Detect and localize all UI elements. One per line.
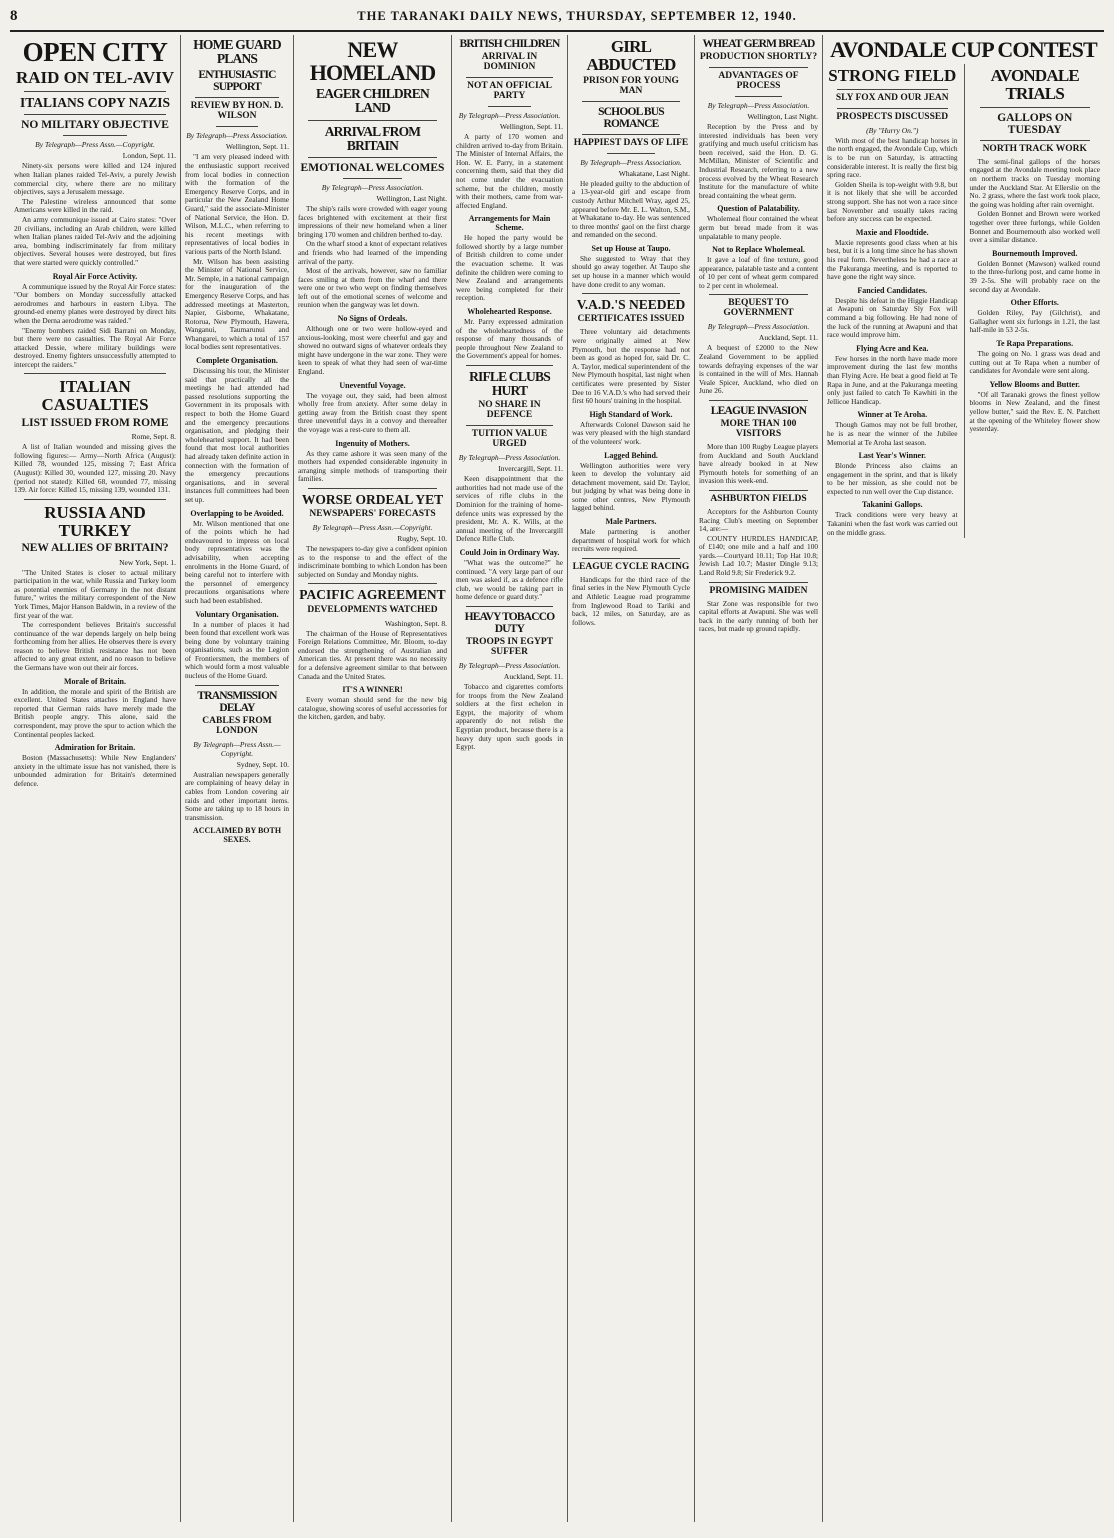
headline-league-invasion: LEAGUE INVASION — [710, 404, 807, 417]
article-paragraph: Keen disappointment that the authorities had not made use of the services of rifle clubs in the Dominion for the training of home-defence units was expressed by the president, Mr. A. K. Wills, at the annual meeting of the Invercargill Defence Rifle Club. — [456, 474, 563, 544]
subheadline-no-share: NO SHARE IN DEFENCE — [478, 400, 541, 421]
divider — [195, 685, 279, 686]
section-subhead: No Signs of Ordeals. — [337, 314, 408, 324]
article-paragraph: Acceptors for the Ashburton County Racing Club's meeting on September 14, are:— — [699, 506, 818, 534]
avondale-right-column — [964, 64, 1101, 538]
article-paragraph: A list of Italian wounded and missing gives the following figures:— Army—North Africa (August): Killed 78, wounded 125, missing 7; East Africa (August): Killed 30, wounded 127, missing 20. Navy (period not stated): Killed 68, wounded 77, missing 139. Air force: Killed 15, missing 139, wounded 131. — [14, 442, 176, 495]
headline-avondale-cup: AVONDALE CUP CONTEST — [830, 37, 1097, 62]
article-paragraph: He hoped the party would be followed shortly by a large number of British children to come under the evacuation scheme. It was definite the children were coming to New Zealand and arrangements were being completed for their reception. — [456, 233, 563, 303]
section-subhead: Not to Replace Wholemeal. — [712, 245, 805, 255]
subheadline-prospects: PROSPECTS DISCUSSED — [836, 111, 949, 122]
subheadline-enthusiastic: ENTHUSIASTIC SUPPORT — [198, 69, 276, 94]
headline-strong-field: STRONG FIELD — [828, 66, 957, 86]
divider — [466, 365, 553, 366]
subheadline-newspapers: NEWSPAPERS' FORECASTS — [309, 509, 436, 520]
section-subhead: Ingenuity of Mothers. — [335, 438, 410, 448]
newspaper-page — [10, 8, 1104, 1522]
dateline: Wellington, Sept. 11. — [499, 121, 563, 131]
section-subhead: Voluntary Organisation. — [195, 609, 279, 619]
divider — [582, 134, 680, 135]
divider — [582, 101, 680, 102]
article-paragraph: "I am very pleased indeed with the enthusiastic support received from local bodies in connection with the formation of the Emergency Reserve Corps, and in particular the New Zealand Home Guard," said the associate-Minister of National Service, the Hon. D. Wilson, M.L.C., when referring to his recent meetings with representatives of local bodies in various parts of the North Island. — [185, 152, 289, 256]
article-paragraph: As they came ashore it was seen many of the mothers had expended considerable ingenuity in arranging simple methods of transporting their families. — [298, 448, 447, 484]
advertisement-text: Every woman should send for the new big catalogue, showing scores of useful accessories for the kitchen, garden, and baby. — [298, 695, 447, 722]
article-paragraph: Boston (Massachusetts): While New Englanders' anxiety in the ultimate issue has not vanished, there is unbounded admiration for Britain's determined defence. — [14, 753, 176, 789]
article-paragraph: Australian newspapers generally are complaining of heavy delay in cables from London covering air raids and other important items. Some are taking up to 18 hours in transmission. — [185, 769, 289, 822]
section-subhead: Arrangements for Main Scheme. — [468, 214, 551, 233]
headline-open-city: OPEN CITY — [22, 37, 168, 67]
subheadline-production: PRODUCTION SHORTLY? — [699, 52, 818, 63]
headline-italian-casualties: ITALIAN CASUALTIES — [41, 377, 149, 415]
article-paragraph: COUNTY HURDLES HANDICAP, of £140; one mile and a half and 100 yards.—Courtyard 10.11; Top Hat 10.8; Jewish Lad 10.7; Master Dingle 9.13; Land Rold 9.8; Sir Frederick 9.2. — [699, 533, 818, 578]
byline: By Telegraph—Press Association. — [458, 110, 561, 120]
article-paragraph: Few horses in the north have made more improvement during the last few months than Flying Acre. He beat a good field at Te Rapa in June, and at the Pakuranga meeting only just failed to catch Te Kawhiti in the Jellicoe Handicap. — [827, 353, 958, 406]
subheadline-no-military: NO MILITARY OBJECTIVE — [21, 119, 169, 132]
divider — [582, 293, 680, 294]
article-paragraph: Golden Bonnet (Mawson) walked round to the three-furlong post, and came home in 39 2-5s. She will probably race on the second day at Avondale. — [969, 258, 1100, 294]
divider — [466, 77, 553, 78]
section-subhead: Maxie and Floodtide. — [855, 227, 929, 237]
dateline: Sydney, Sept. 10. — [236, 759, 289, 769]
divider — [24, 373, 166, 374]
dateline: Wellington, Sept. 11. — [225, 142, 289, 152]
column-2 — [180, 35, 293, 1522]
headline-pacific-agreement: PACIFIC AGREEMENT — [299, 587, 446, 603]
dateline: Rugby, Sept. 10. — [397, 534, 447, 544]
section-subhead: Flying Acre and Kea. — [856, 343, 929, 353]
article-paragraph: "The United States is closer to actual military participation in the war, while Russia and Turkey loom as potential enemies of Germany in the not distant future," writes the military correspondent of the New York Times, Major Hanson Baldwin, in a review of the first year of the war. — [14, 567, 176, 620]
column-4 — [451, 35, 567, 1522]
divider — [709, 400, 808, 401]
article-paragraph: Maxie represents good class when at his best, but it is a long time since he has shown his real form. Nevertheless he had a race at the Pakuranga meeting, and is reported to have gone the right way since. — [827, 237, 958, 282]
divider — [582, 558, 680, 559]
divider — [980, 107, 1091, 108]
article-paragraph: Mr. Parry expressed admiration of the wholeheartedness of the response of many thousands of people throughout New Zealand to the Government's appeal for homes. — [456, 317, 563, 361]
article-paragraph: A bequest of £2000 to the New Zealand Government to be applied towards defraying expenses of the war is contained in the will of Mrs. Hannah Veale Spicer, Auckland, who died on June 26. — [699, 343, 818, 396]
article-paragraph: The chairman of the House of Representatives Foreign Relations Committee, Mr. Bloom, to-day endorsed the strengthening of Australian and American ties. At present there was no necessity for a defensive agreement similar to that between Canada and the United States. — [298, 628, 447, 681]
section-subhead: Te Rapa Preparations. — [996, 338, 1074, 348]
article-paragraph: Though Gamos may not be full brother, he is as near the winner of the Jubilee Memorial at Te Aroha last season. — [827, 420, 958, 447]
section-subhead: Could Join in Ordinary Way. — [459, 547, 560, 557]
article-paragraph: Male partnering is another department of hospital work for which recruits were required. — [572, 527, 690, 554]
article-paragraph: Reception by the Press and by interested individuals has been very gratifying and much useful criticism has been received, said the Hon. D. G. McMillan, Minister of Scientific and Industrial Research, referring to a new process evolved by the Wheat Research Institute for the manufacture of white bread containing the wheat germ. — [699, 121, 818, 200]
page-number: 8 — [10, 8, 18, 24]
divider — [709, 67, 808, 68]
section-subhead: Overlapping to be Avoided. — [190, 508, 284, 518]
subheadline-list-rome: LIST ISSUED FROM ROME — [21, 417, 169, 430]
section-subhead: Last Year's Winner. — [858, 451, 926, 461]
subheadline-review: REVIEW BY HON. D. WILSON — [190, 101, 284, 122]
dateline: New York, Sept. 1. — [119, 557, 176, 567]
section-subhead: Bournemouth Improved. — [992, 248, 1078, 258]
byline: (By "Hurry On.") — [866, 125, 919, 135]
headline-new-homeland: NEW HOMELAND — [309, 37, 436, 86]
headline-ashburton: ASHBURTON FIELDS — [710, 493, 807, 504]
article-paragraph: Most of the arrivals, however, saw no familiar faces smiling at them from the wharf and there were one or two who wept on finding themselves left out of the emotional scenes of welcome and reunion when the gangway was let down. — [298, 266, 447, 310]
advertisement-heading: ACCLAIMED BY BOTH SEXES. — [192, 826, 282, 845]
dateline: London, Sept. 11. — [122, 151, 176, 161]
headline-raid-tel-aviv: RAID ON TEL-AVIV — [15, 68, 175, 88]
avondale-left-column — [827, 64, 958, 538]
column-5 — [567, 35, 694, 1522]
section-subhead: High Standard of Work. — [589, 409, 673, 419]
subheadline-gallops: GALLOPS ON TUESDAY — [997, 111, 1073, 136]
article-paragraph: He pleaded guilty to the abduction of a 13-year-old girl and escape from custody Arthur Mitchell Wray, aged 25, appeared before Mr. E. L. Walton, S.M., at Whakatane to-day. He was sentenced to three months' gaol on the first charge and remanded on the second. — [572, 178, 690, 240]
dateline: Auckland, Sept. 11. — [758, 333, 818, 343]
headline-russia-turkey: RUSSIA AND TURKEY — [44, 502, 146, 540]
article-paragraph: In addition, the morale and spirit of the British are excellent. United States attaches in England have reported that German raids have merely made the British people angry. This alone, said the correspondent, may prove the spur to action which the Continental peoples lacked. — [14, 686, 176, 739]
masthead-title: THE TARANAKI DAILY NEWS, THURSDAY, SEPTEMBER 12, 1940. — [357, 9, 797, 23]
article-paragraph: The newspapers to-day give a confident opinion as to the response to and the effect of the indiscriminate bombing to which London has been subjected on Sunday and Monday nights. — [298, 544, 447, 579]
article-paragraph: The Palestine wireless announced that some Americans were killed in the raid. — [14, 196, 176, 215]
subheadline-school-bus: SCHOOL BUS ROMANCE — [598, 105, 664, 130]
byline: By Telegraph—Press Association. — [580, 157, 682, 167]
headline-home-guard: HOME GUARD PLANS — [193, 37, 281, 67]
article-paragraph: In a number of places it had been found that excellent work was being done by voluntary training organisations, such as the Legion of Frontiersmen, the members of which would form a most valuable nucleus of the Home Guard. — [185, 619, 289, 681]
article-paragraph: The going on No. 1 grass was dead and cutting out at Te Rapa when a number of candidates for Avondale were sent along. — [969, 348, 1100, 376]
dateline: Auckland, Sept. 11. — [503, 672, 563, 681]
article-paragraph: An army communique issued at Cairo states: "Over 20 civilians, including an Arab children, were killed when Italian planes raided Tel-Aviv and the adjoining area, bombing indiscriminately far from military objectives. Several houses were destroyed, but fires that were started were quickly controlled." — [14, 214, 176, 267]
subheadline-prison: PRISON FOR YOUNG MAN — [583, 75, 679, 96]
masthead — [10, 8, 1104, 32]
article-paragraph: Golden Bonnet and Brown were worked together over three furlongs, while Golden Bonnet and Bournemouth also worked well over a similar distance. — [969, 209, 1100, 245]
subheadline-new-allies: NEW ALLIES OF BRITAIN? — [21, 542, 169, 555]
subheadline-cables: CABLES FROM LONDON — [202, 715, 272, 736]
article-paragraph: Despite his defeat in the Higgie Handicap at Awapuni on Saturday Sly Fox will command a big following. He had none of the luck of the running at Awapuni and that race would improve him. — [827, 295, 958, 340]
subheadline-certificates: CERTIFICATES ISSUED — [577, 314, 685, 325]
article-paragraph: With most of the best handicap horses in the north engaged, the Avondale Cup, which is to be run on Saturday, is attracting considerable interest. It is really the first big spring race. — [827, 135, 958, 180]
article-paragraph: On the wharf stood a knot of expectant relatives and friends who had learned of the impending arrival of the party. — [298, 239, 447, 266]
subheadline-advantages: ADVANTAGES OF PROCESS — [718, 71, 799, 91]
headline-rifle-clubs: RIFLE CLUBS HURT — [469, 369, 550, 399]
divider — [837, 89, 948, 90]
section-subhead: Male Partners. — [605, 517, 657, 527]
subheadline-not-official: NOT AN OFFICIAL PARTY — [467, 81, 552, 101]
headline-wheat-germ: WHEAT GERM BREAD — [702, 38, 815, 50]
subheadline-visitors: MORE THAN 100 VISITORS — [720, 419, 797, 439]
article-paragraph: Ninety-six persons were killed and 124 injured when Italian planes raided Tel-Aviv, a purely Jewish commercial city, where there are no military objectives, says a Jerusalem message. — [14, 161, 176, 197]
subheadline-emotional: EMOTIONAL WELCOMES — [300, 161, 445, 174]
divider — [607, 153, 654, 154]
headline-transmission-delay: TRANSMISSION DELAY — [197, 689, 277, 714]
section-subhead: Wholehearted Response. — [467, 307, 552, 317]
divider — [24, 499, 166, 500]
article-paragraph: "Of all Taranaki grows the finest yellow blooms in New Zealand, and the finest yellow butter," said the Rev. E. N. Patchett at the opening of the Whiteley flower show yesterday. — [969, 389, 1100, 434]
column-1 — [10, 35, 180, 1522]
article-paragraph: Afterwards Colonel Dawson said he was very pleased with the high standard of the volunteers' work. — [572, 419, 690, 446]
divider — [837, 108, 948, 109]
subheadline-north-track: NORTH TRACK WORK — [982, 143, 1087, 154]
headline-promising-maiden: PROMISING MAIDEN — [709, 585, 808, 596]
article-paragraph: Golden Riley, Pay (Gilchrist), and Gallagher went six furlongs in 1.21, the last half-mile in 53 2-5s. — [969, 308, 1100, 335]
divider — [709, 582, 808, 583]
subheadline-happiest: HAPPIEST DAYS OF LIFE — [573, 137, 689, 148]
byline: By Telegraph—Press Assn.—Copyright. — [35, 140, 155, 150]
headline-british-children: BRITISH CHILDREN — [459, 38, 560, 50]
byline: By Telegraph—Press Association. — [321, 182, 424, 192]
subheadline-tuition: TUITION VALUE URGED — [471, 429, 548, 450]
article-paragraph: The ship's rails were crowded with eager young faces brightened with excitement at their first impressions of their new homeland when a liner bringing 170 women and children berthed to-day. — [298, 203, 447, 239]
article-paragraph: Handicaps for the third race of the final series in the New Plymouth Cycle and Athletic League road programme from Inglewood Road to Tariki and back, 12 miles, on Saturday, are as follows. — [572, 574, 690, 627]
divider — [308, 583, 437, 584]
dateline: Wellington, Last Night. — [376, 193, 447, 203]
headline-girl-abducted: GIRL ABDUCTED — [586, 37, 676, 74]
divider — [709, 294, 808, 295]
article-paragraph: She suggested to Wray that they should go away together. At Taupo she set up house in a manner which would have done credit to any woman. — [572, 253, 690, 289]
article-paragraph: The voyage out, they said, had been almost wholly free from anxiety. After some delay in getting away from the British coast they spent three uneventful days in a convoy and thereafter the voyage was a rest-cure to them all. — [298, 390, 447, 434]
dateline: Rome, Sept. 8. — [131, 432, 176, 442]
column-7 — [822, 35, 1104, 1522]
section-subhead: Royal Air Force Activity. — [52, 271, 138, 281]
divider — [24, 114, 166, 115]
article-paragraph: Blonde Princess also claims an engagement in the sprint, and that is likely to be her mission, as she could not be expected to run well over the Cup distance. — [827, 461, 958, 496]
dateline: Invercargill, Sept. 11. — [498, 464, 563, 474]
article-paragraph: It gave a loaf of fine texture, good appearance, palatable taste and a content of 10 per cent of wheat germ compared to 2 per cent in wholemeal. — [699, 255, 818, 290]
subheadline-troops-egypt: TROOPS IN EGYPT SUFFER — [465, 637, 554, 658]
section-subhead: Set up House at Taupo. — [591, 243, 671, 253]
dateline: Wellington, Last Night. — [747, 111, 818, 121]
divider — [980, 140, 1091, 141]
divider — [466, 606, 553, 607]
subheadline-italians: ITALIANS COPY NAZIS — [19, 95, 171, 111]
dateline: Whakatane, Last Night. — [618, 168, 690, 178]
article-paragraph: Three voluntary aid detachments were originally aimed at New Plymouth, but the response had not been as good as hoped for, said Dr. C. A. Taylor, medical superintendent of the New Plymouth hospital, last night when certificates were presented by Sister Dee to 16 V.A.D.'s who had served their first 60 hours' training in the hospital. — [572, 327, 690, 406]
divider — [488, 106, 531, 107]
column-3 — [293, 35, 451, 1522]
divider — [466, 425, 553, 426]
headline-tobacco-duty: HEAVY TOBACCO DUTY — [464, 610, 555, 635]
section-subhead: Uneventful Voyage. — [339, 380, 406, 390]
article-paragraph: "Enemy bombers raided Sidi Barrani on Monday, but there were no casualties. The Royal Air Force attacked Dessie, where military buildings were destroyed. Enemy fighters unsuccessfully attempted to intercept the raiders." — [14, 325, 176, 369]
article-paragraph: A party of 170 women and children arrived to-day from Britain. The Minister of Internal Affairs, the Hon. W. E. Parry, in a statement concerning them, said that they did not come under the evacuation scheme, but the children, mostly with their mothers, came from war-affected England. — [456, 131, 563, 210]
byline: By Telegraph—Press Association. — [707, 322, 810, 332]
article-paragraph: Golden Sheila is top-weight with 9.8, but it is not likely that she will be accorded strong support. She has not won a race since last November and usually takes racing before any success can be expected. — [827, 179, 958, 224]
article-paragraph: Mr. Wilson has been assisting the Minister of National Service, Mr. Semple, in a national campaign for the inauguration of the Emergency Reserve Corps, and has addressed meetings at Masterton, Napier, Gisborne, Whakatane, Rotorua, New Plymouth, Hawera, Wanganui, Taumarunui and Whangarei, to which a total of 157 local bodies sent representatives. — [185, 256, 289, 352]
byline: By Telegraph—Press Assn.—Copyright. — [312, 523, 433, 533]
divider — [308, 120, 437, 121]
headline-avondale-trials: AVONDALE TRIALS — [990, 66, 1079, 103]
section-subhead: Question of Palatability. — [717, 204, 800, 214]
divider — [735, 96, 783, 97]
subheadline-developments: DEVELOPMENTS WATCHED — [307, 604, 438, 615]
divider — [195, 97, 279, 98]
column-6 — [694, 35, 822, 1522]
headline-league-cycle: LEAGUE CYCLE RACING — [572, 561, 690, 572]
section-subhead: Yellow Blooms and Butter. — [989, 379, 1080, 389]
section-subhead: Other Efforts. — [1010, 298, 1059, 308]
section-subhead: Admiration for Britain. — [54, 743, 136, 753]
divider — [343, 178, 403, 179]
article-paragraph: The semi-final gallops of the horses engaged at the Avondale meeting took place on northern tracks on Tuesday morning under the Auckland Star. At Ellerslie on the No. 2 grass, where the fast work took place, the going was holding after rain overnight. — [969, 156, 1100, 209]
divider — [308, 488, 437, 489]
subheadline-arrival: ARRIVAL FROM BRITAIN — [324, 123, 421, 153]
article-paragraph: Wholemeal flour contained the wheat germ but bread made from it was unpalatable to many people. — [699, 214, 818, 241]
headline-worse-ordeal: WORSE ORDEAL YET — [301, 491, 444, 507]
divider — [24, 91, 166, 92]
divider — [709, 490, 808, 491]
section-subhead: Takanini Gallops. — [861, 500, 923, 510]
article-paragraph: Discussing his tour, the Minister said that practically all the meetings he had attended had passed resolutions supporting the Government in its proposals with respect to both the Home Guard and the emergency precautions organisation, and pledging their wholehearted support. It had been found that most local authorities had already taken definite action in connection with the formation of the emergency precautions organisations, and in several instances full committees had been set up. — [185, 366, 289, 504]
article-paragraph: Star Zone was responsible for two capital efforts at Awapuni. She was well back in the early running of both her races, but made up ground rapidly. — [699, 598, 818, 634]
headline-bequest: BEQUEST TO GOVERNMENT — [723, 298, 794, 319]
divider — [308, 157, 437, 158]
advertisement-heading: IT'S A WINNER! — [342, 685, 403, 695]
article-paragraph: "What was the outcome?" he continued. "A very large part of our men was asked if, as a defence rifle club, we would be taking part in home defence or guard duty." — [456, 557, 563, 602]
section-subhead: Lagged Behind. — [604, 450, 658, 460]
article-paragraph: Track conditions were very heavy at Takanini when the fast work was carried out on the middle grass. — [827, 510, 958, 537]
article-paragraph: More than 100 Rugby League players from Auckland and South Auckland have already booked in at New Plymouth hotels for something of an invasion this week-end. — [699, 441, 818, 486]
subheadline-arrival-dominion: ARRIVAL IN DOMINION — [481, 52, 538, 73]
section-subhead: Fancied Candidates. — [857, 285, 928, 295]
byline: By Telegraph—Press Association. — [707, 100, 810, 110]
section-subhead: Morale of Britain. — [64, 676, 126, 686]
dateline: Washington, Sept. 8. — [384, 618, 447, 628]
article-paragraph: The correspondent believes Britain's successful continuance of the war depends largely on help being forthcoming from her allies. He observes there is every reason to believe British resistance has not been affected to any great extent, and no reason to believe the Germans have won out their air forces. — [14, 620, 176, 673]
headline-vads-needed: V.A.D.'S NEEDED — [576, 297, 686, 313]
byline: By Telegraph—Press Association. — [186, 131, 288, 141]
byline: By Telegraph—Press Association. — [458, 453, 561, 463]
article-paragraph: Mr. Wilson mentioned that one of the points which he had endeavoured to impress on local body representatives was the advisability, when accepting enrolments in the Home Guard, of being careful not to interfere with the personnel of emergency precautions organisations where such had been established. — [185, 518, 289, 605]
article-paragraph: Tobacco and cigarettes comforts for troops from the New Zealand soldiers at the first echelon in Egypt, the majority of whom apparently do not relish the Egyptian product, because there is a heavy duty upon such goods in Egypt. — [456, 682, 563, 752]
article-paragraph: Although one or two were hollow-eyed and anxious-looking, most were cheerful and gay and showed no outward signs of whatever ordeals they might have undergone in the war zone. They were keen to speak of what they had seen of war-time England. — [298, 324, 447, 377]
byline: By Telegraph—Press Assn.—Copyright. — [193, 739, 281, 758]
section-subhead: Complete Organisation. — [196, 356, 278, 366]
article-paragraph: Wellington authorities were very keen to develop the voluntary aid detachment movement, said Dr. Taylor, but judging by what was being done in some other centres, New Plymouth lagged behind. — [572, 460, 690, 513]
divider — [63, 135, 128, 136]
article-paragraph: A communique issued by the Royal Air Force states: "Our bombers on Monday successfully attacked aerodromes and harbours in eastern Libya. The ground-ed enemy planes were destroyed by direct hits when the Derna aerodrome was raided." — [14, 281, 176, 325]
byline: By Telegraph—Press Association. — [458, 661, 561, 670]
section-subhead: Winner at Te Aroha. — [857, 410, 928, 420]
subheadline-sly-fox: SLY FOX AND OUR JEAN — [835, 92, 949, 103]
divider — [216, 126, 258, 127]
subheadline-eager-children: EAGER CHILDREN LAND — [316, 86, 429, 116]
